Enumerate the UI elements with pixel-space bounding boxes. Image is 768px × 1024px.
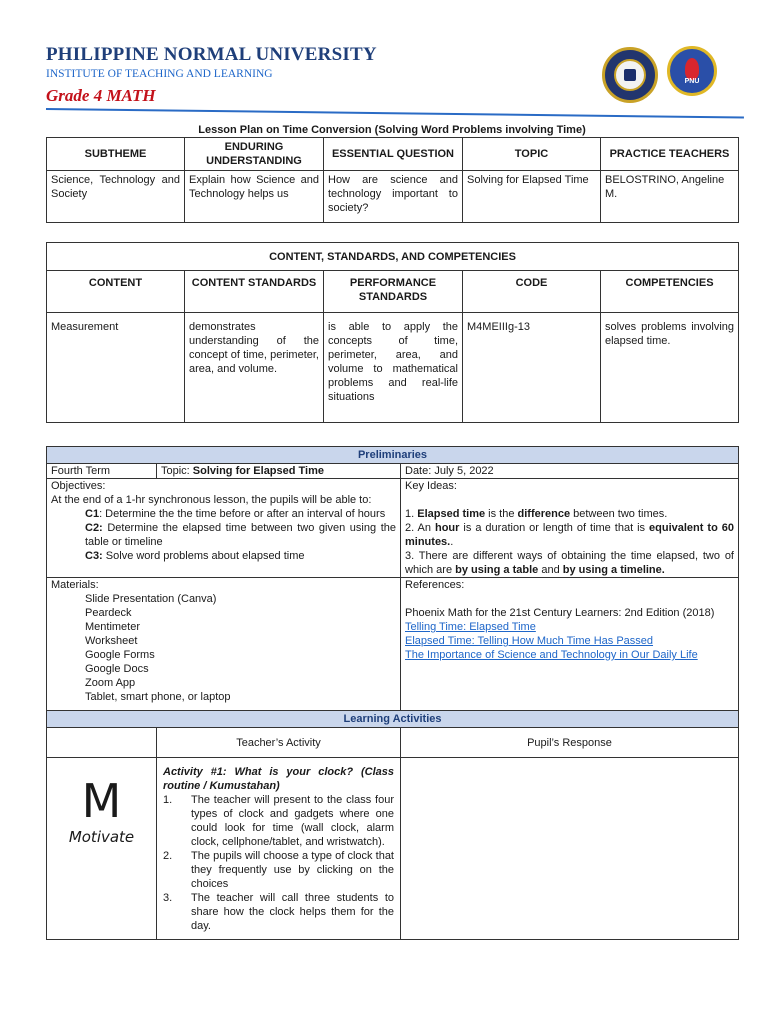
standards-title: CONTENT, STANDARDS, AND COMPETENCIES xyxy=(47,243,739,271)
materials-cell: Materials: Slide Presentation (Canva) Peardeck Mentimeter Worksheet Google Forms Google Docs Zoom App Tablet, smart phone, or laptop xyxy=(47,578,401,711)
key-ideas-cell: Key Ideas: 1. Elapsed time is the difference between two times. 2. An hour is a duration or length of time that is equivalent to 60 minutes.. 3. There are different ways of obtaining the time elapsed, two of which are by using a table and by using a timeline. xyxy=(401,479,739,578)
cell-performance-standards: is able to apply the concepts of time, perimeter, area, and volume to mathematical problems and real-life situations xyxy=(324,313,463,423)
grade-label: Grade 4 MATH xyxy=(46,86,156,105)
teacher-activity-cell xyxy=(157,758,401,940)
term-cell: Fourth Term xyxy=(47,464,157,479)
material-item: Tablet, smart phone, or laptop xyxy=(85,691,231,703)
cell-competencies: solves problems involving elapsed time. xyxy=(601,313,739,423)
teacher-activity-header: Teacher’s Activity xyxy=(157,728,401,758)
objective-c3: C3: Solve word problems about elapsed time xyxy=(85,550,305,562)
date-cell: Date: July 5, 2022 xyxy=(401,464,739,479)
preliminaries-table xyxy=(46,446,739,940)
material-item: Peardeck xyxy=(85,607,132,619)
activity-step: 1. The teacher will present to the class four types of clock and gadgets where one could look for time (wall clock, alarm clock, cellphone/tablet, and wristwatch). xyxy=(163,794,394,848)
lesson-plan-table xyxy=(46,137,739,223)
learning-activities-title: Learning Activities xyxy=(47,711,739,728)
activity-title: Activity #1: What is your clock? (Class routine / Kumustahan) xyxy=(163,766,394,792)
reference-link-telling-time[interactable]: Telling Time: Elapsed Time xyxy=(405,621,536,633)
key-idea-2: 2. An hour is a duration or length of time that is equivalent to 60 minutes.. xyxy=(405,522,735,548)
university-name: PHILIPPINE NORMAL UNIVERSITY xyxy=(46,44,377,65)
university-seal-logo xyxy=(602,47,658,103)
standards-table xyxy=(46,242,739,423)
header-competencies: COMPETENCIES xyxy=(601,271,739,313)
reference-link-elapsed-time[interactable]: Elapsed Time: Telling How Much Time Has Passed xyxy=(405,635,654,647)
objectives-cell: Objectives: At the end of a 1-hr synchronous lesson, the pupils will be able to: C1: Determine the the time before or after an interval of hours C2: Determine the elapsed time between two given using the table or timeline C3: Solve word problems about elapsed time xyxy=(47,479,401,578)
header-content: CONTENT xyxy=(47,271,185,313)
references-cell: References: Phoenix Math for the 21st Century Learners: 2nd Edition (2018) Telling Time: Elapsed Time Elapsed Time: Telling How Much Time Has Passed The Importance of Science and Technology in Our Daily Life xyxy=(401,578,739,711)
cell-content-standards: demonstrates understanding of the concept of time, perimeter, area, and volume. xyxy=(185,313,324,423)
cell-essential-question: How are science and technology important to society? xyxy=(324,171,463,223)
key-idea-3: 3. There are different ways of obtaining the time elapsed, two of which are by using a table and by using a timeline. xyxy=(405,550,734,576)
header-content-standards: CONTENT STANDARDS xyxy=(185,271,324,313)
header-subtheme: SUBTHEME xyxy=(47,138,185,171)
pupil-response-header: Pupil’s Response xyxy=(401,728,739,758)
activity-step: 2. The pupils will choose a type of clock that they frequently use by clicking on the choices xyxy=(163,850,394,890)
stage-cell xyxy=(47,758,157,940)
preliminaries-title: Preliminaries xyxy=(47,447,739,464)
topic-cell: Topic: Solving for Elapsed Time xyxy=(157,464,401,479)
stage-header-cell xyxy=(47,728,157,758)
cell-code: M4MEIIIg-13 xyxy=(463,313,601,423)
material-item: Google Docs xyxy=(85,663,149,675)
header-essential-question: ESSENTIAL QUESTION xyxy=(324,138,463,171)
material-item: Zoom App xyxy=(85,677,136,689)
header-code: CODE xyxy=(463,271,601,313)
cell-enduring-understanding: Explain how Science and Technology helps us xyxy=(185,171,324,223)
activity-step: 3. The teacher will call three students to share how the clock helps them for the day. xyxy=(163,892,394,932)
header-topic: TOPIC xyxy=(463,138,601,171)
pnu-torch-logo: PNU xyxy=(667,46,717,96)
cell-topic: Solving for Elapsed Time xyxy=(463,171,601,223)
reference-link-science-technology[interactable]: The Importance of Science and Technology in Our Daily Life xyxy=(405,649,698,661)
material-item: Slide Presentation (Canva) xyxy=(85,593,217,605)
objective-c2: C2: Determine the elapsed time between two given using the table or timeline xyxy=(85,522,396,548)
cell-subtheme: Science, Technology and Society xyxy=(47,171,185,223)
key-idea-1: 1. Elapsed time is the difference between two times. xyxy=(405,508,668,520)
material-item: Mentimeter xyxy=(85,621,141,633)
cell-content: Measurement xyxy=(47,313,185,423)
institute-name: INSTITUTE OF TEACHING AND LEARNING xyxy=(46,68,273,80)
header-enduring-understanding: ENDURING UNDERSTANDING xyxy=(185,138,324,171)
header-performance-standards: PERFORMANCE STANDARDS xyxy=(324,271,463,313)
objective-c1: C1: Determine the the time before or after an interval of hours xyxy=(85,508,386,520)
reference-book: Phoenix Math for the 21st Century Learners: 2nd Edition (2018) xyxy=(405,607,715,619)
header-divider xyxy=(46,108,744,119)
stage-letter: M xyxy=(81,774,122,828)
pupil-response-cell xyxy=(401,758,739,940)
material-item: Google Forms xyxy=(85,649,155,661)
header-practice-teachers: PRACTICE TEACHERS xyxy=(601,138,739,171)
stage-label: Motivate xyxy=(68,828,135,846)
lesson-plan-caption: Lesson Plan on Time Conversion (Solving Word Problems involving Time) xyxy=(198,124,586,136)
material-item: Worksheet xyxy=(85,635,138,647)
cell-practice-teachers: BELOSTRINO, Angeline M. xyxy=(601,171,739,223)
